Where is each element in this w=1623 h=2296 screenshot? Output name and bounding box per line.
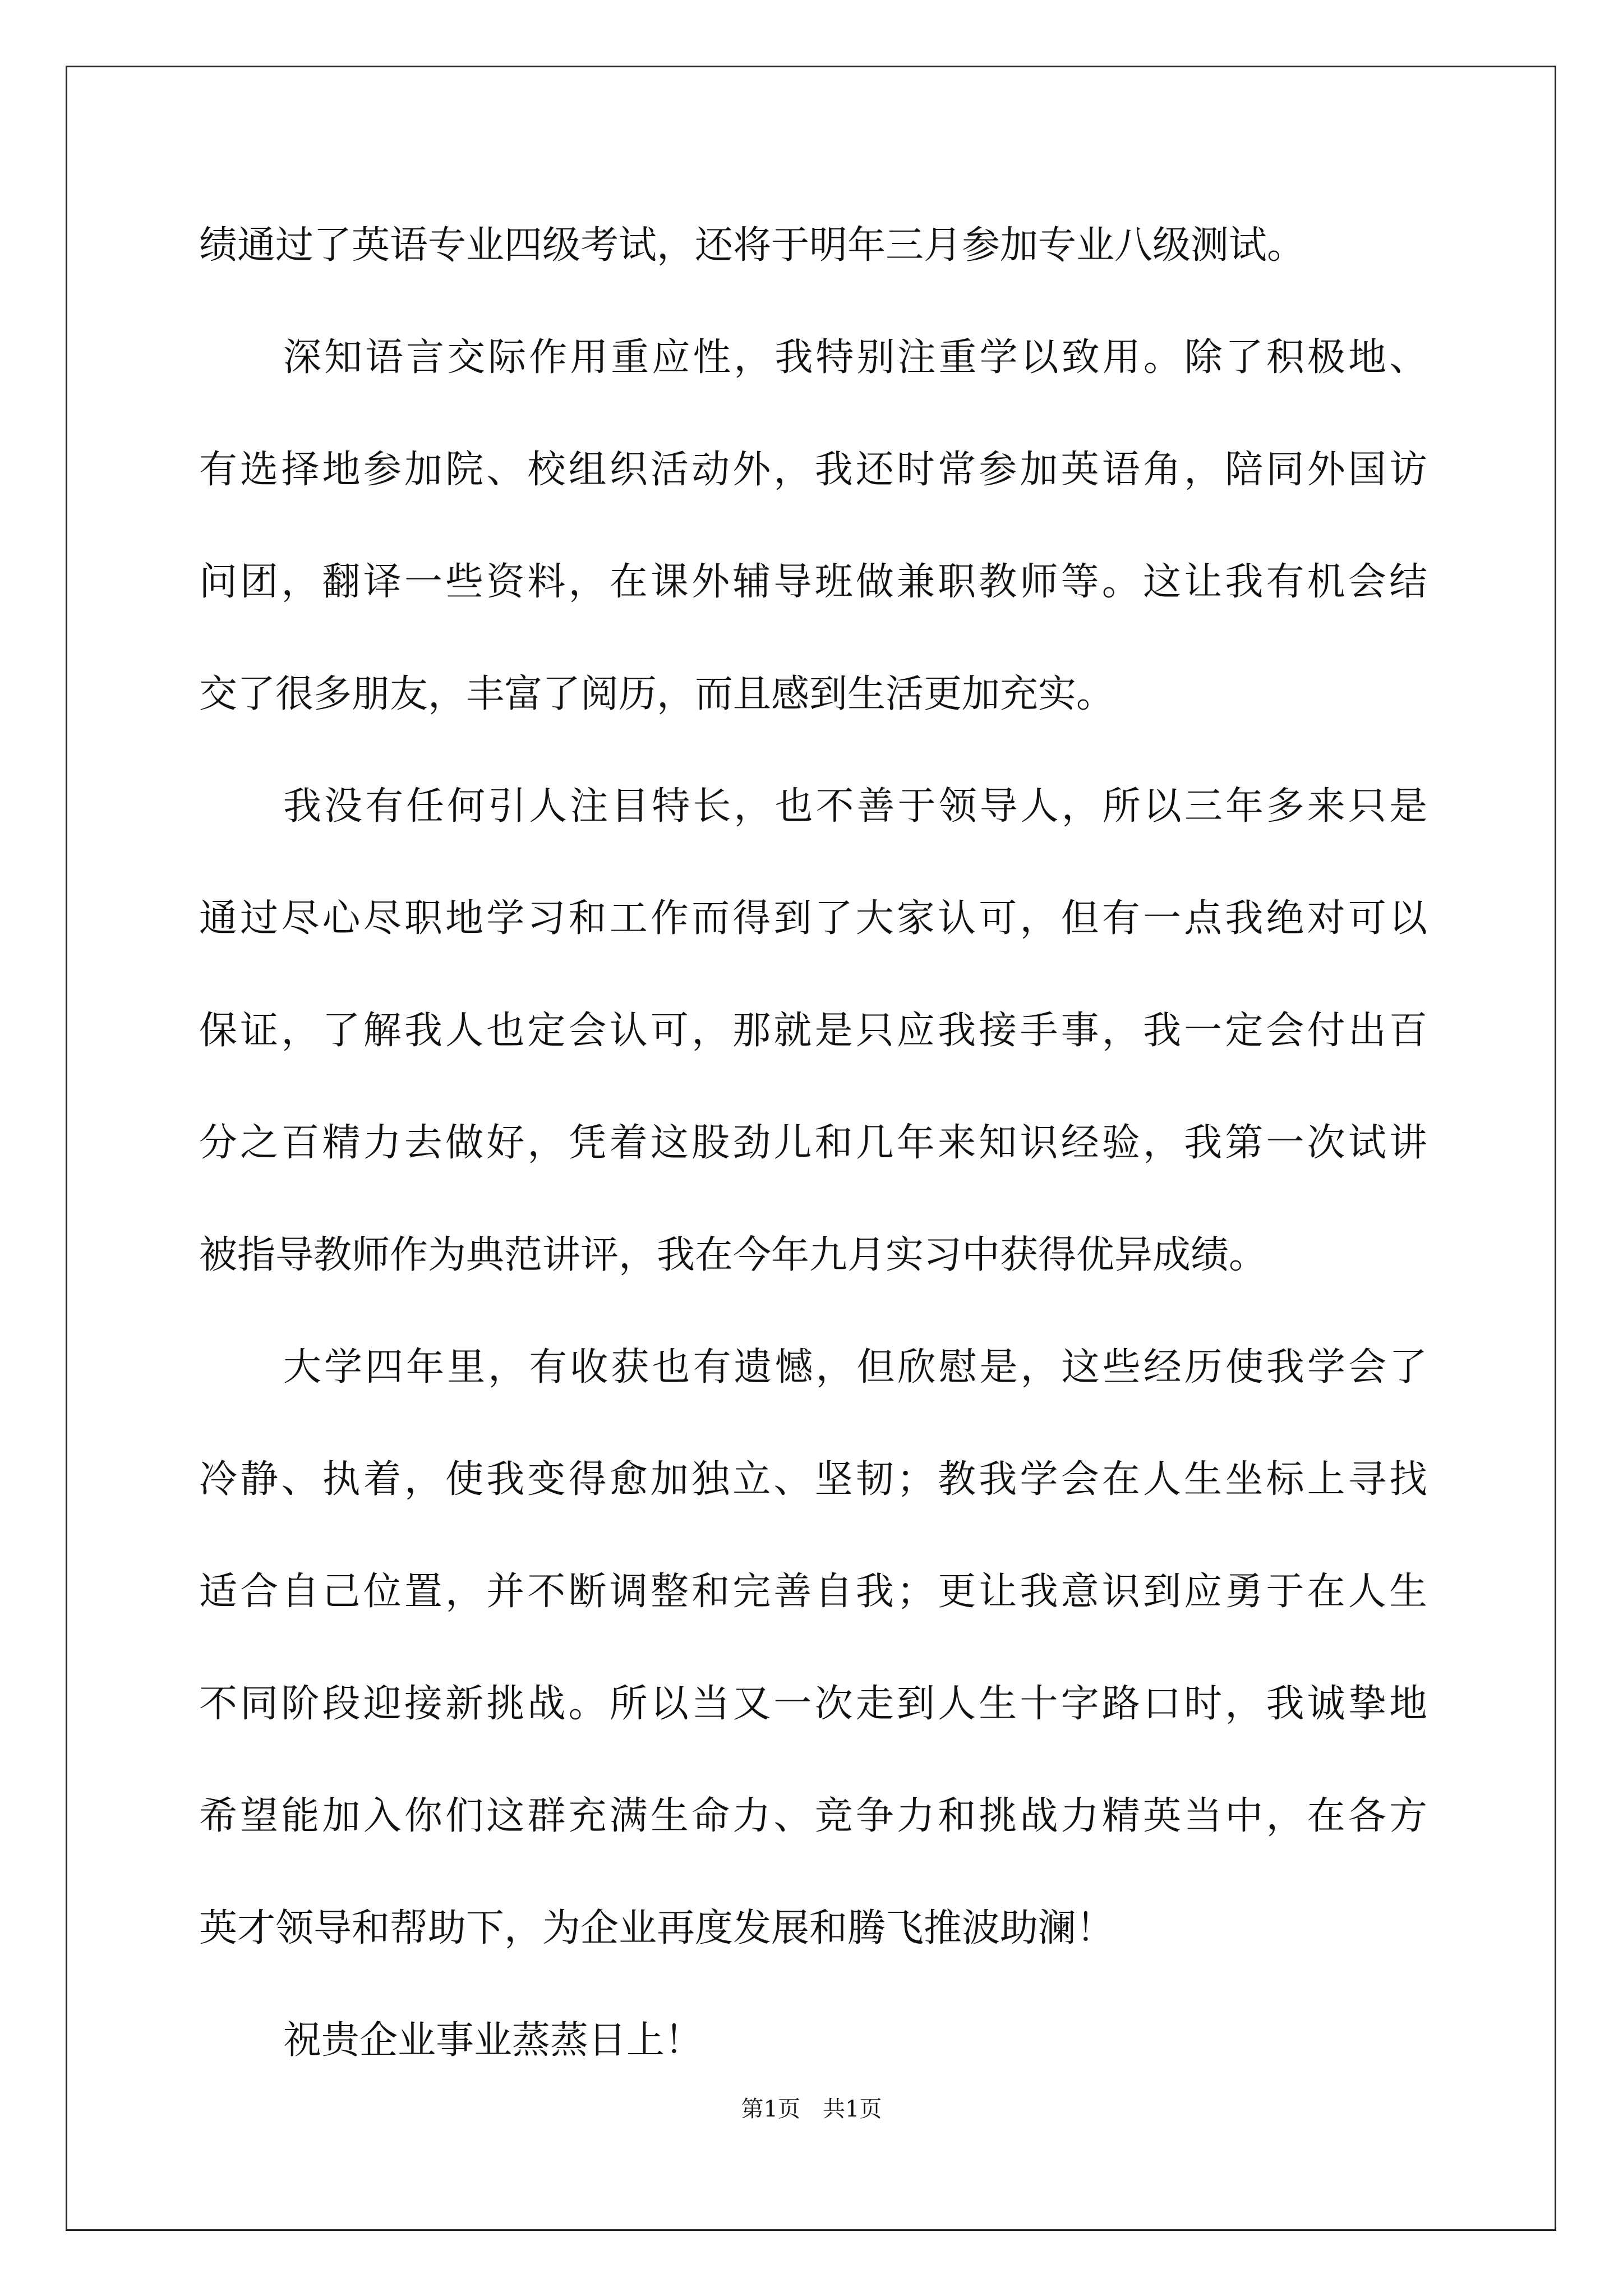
closing-line: 祝贵企业事业蒸蒸日上！ [283, 2018, 703, 2063]
text-line: 问团，翻译一些资料，在课外辅导班做兼职教师等。这让我有机会结 [199, 560, 1427, 604]
text-line: 保证，了解我人也定会认可，那就是只应我接手事，我一定会付出百 [199, 1009, 1427, 1053]
text-line: 适合自己位置，并不断调整和完善自我；更让我意识到应勇于在人生 [199, 1570, 1427, 1614]
text-line: 被指导教师作为典范讲评，我在今年九月实习中获得优异成绩。 [199, 1233, 1267, 1277]
page-number-footer: 第1页 共1页 [741, 2096, 882, 2122]
text-line: 英才领导和帮助下，为企业再度发展和腾飞推波助澜！ [199, 1906, 1115, 1950]
text-line: 希望能加入你们这群充满生命力、竞争力和挑战力精英当中，在各方 [199, 1794, 1427, 1838]
text-line: 绩通过了英语专业四级考试，还将于明年三月参加专业八级测试。 [199, 223, 1306, 268]
text-line: 不同阶段迎接新挑战。所以当又一次走到人生十字路口时，我诚挚地 [199, 1682, 1427, 1726]
paragraph-start-line: 大学四年里，有收获也有遗憾，但欣慰是，这些经历使我学会了 [283, 1345, 1427, 1389]
text-line: 有选择地参加院、校组织活动外，我还时常参加英语角，陪同外国访 [199, 448, 1427, 492]
text-line: 交了很多朋友，丰富了阅历，而且感到生活更加充实。 [199, 672, 1115, 716]
paragraph-start-line: 深知语言交际作用重应性，我特别注重学以致用。除了积极地、 [283, 335, 1427, 380]
text-line: 分之百精力去做好，凭着这股劲儿和几年来知识经验，我第一次试讲 [199, 1121, 1427, 1165]
text-line: 通过尽心尽职地学习和工作而得到了大家认可，但有一点我绝对可以 [199, 896, 1427, 941]
text-line: 冷静、执着，使我变得愈加独立、坚韧；教我学会在人生坐标上寻找 [199, 1457, 1427, 1502]
paragraph-start-line: 我没有任何引人注目特长，也不善于领导人，所以三年多来只是 [283, 784, 1427, 829]
